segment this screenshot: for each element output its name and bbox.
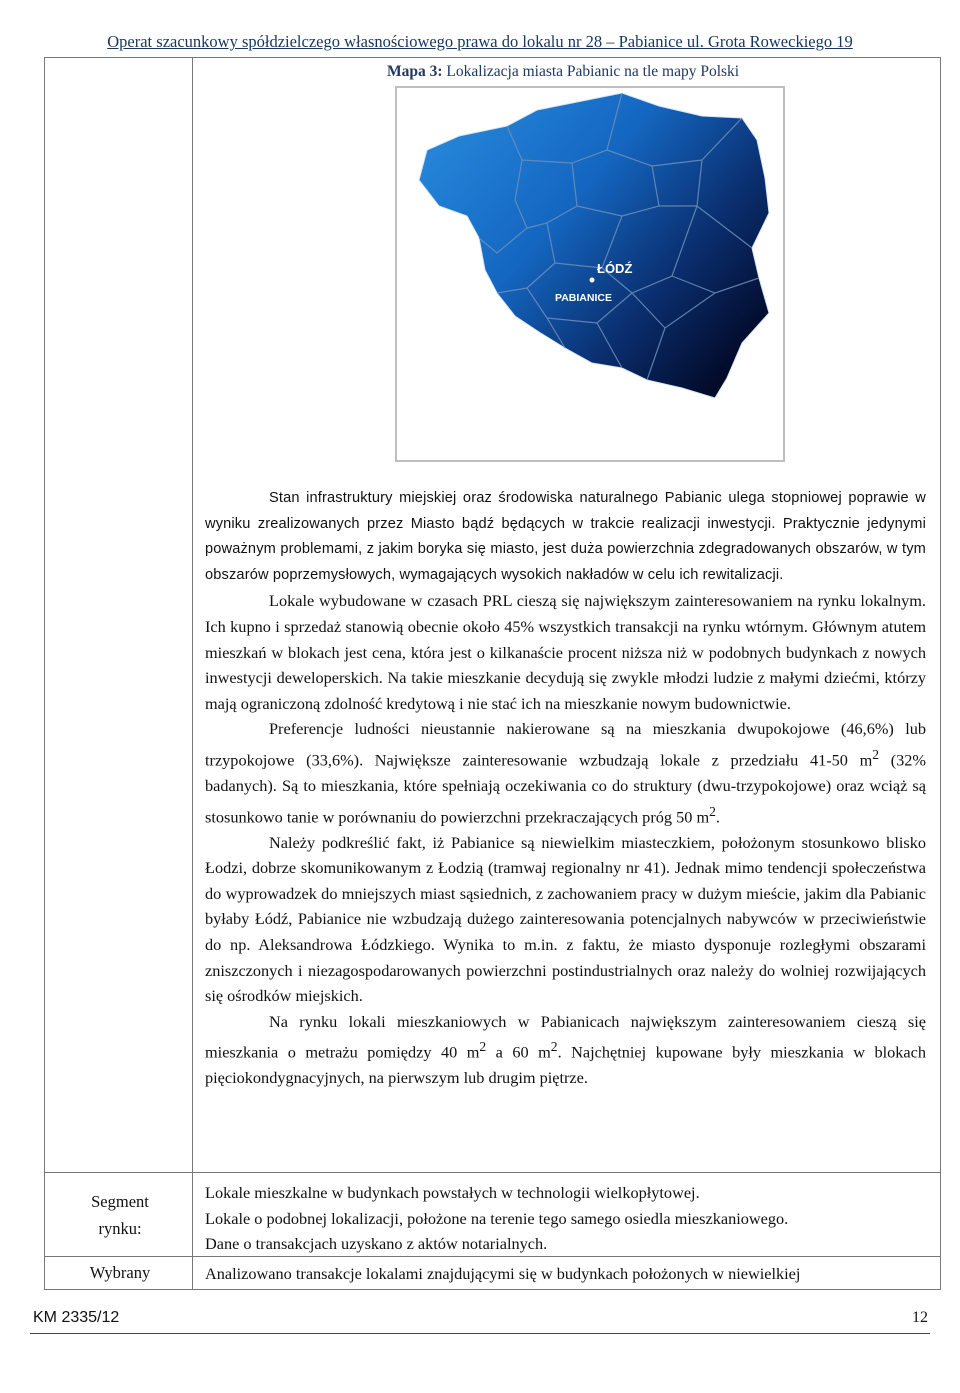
body-text	[205, 486, 926, 1091]
paragraph-prl-flats: Lokale wybudowane w czasach PRL cieszą się największym zainteresowaniem na rynku lokalnym. Ich kupno i sprzedaż stanowią obecnie około 45% wszystkich transakcji na rynku wtórnym. Głównym atutem mieszkań w blokach jest cena, która jest o kilkanaście procent niższa niż w podobnych budynkach z nowych inwestycji deweloperskich. Na takie mieszkanie decydują się zwykle młodzi ludzie z małymi dziećmi, którzy mają ograniczoną zdolność kredytową i nie stać ich na mieszkanie nowym budownictwie.	[205, 591, 926, 713]
map-caption-label: Mapa 3:	[387, 63, 443, 80]
p3-text-a: Preferencje ludności nieustannie nakierowane są na mieszkania dwupokojowe (46,6%) lub trzypokojowe (33,6%). Największe zainteresowanie wzbudzają lokale z przedziału 41-50 m	[205, 719, 926, 770]
segment-line-2: Lokale o podobnej lokalizacji, położone na terenie tego samego osiedla mieszkaniowego.	[205, 1208, 789, 1228]
segment-label-line1: Segment	[91, 1192, 149, 1211]
map-label-lodz: ŁÓDŹ	[597, 261, 633, 276]
table-column-divider	[192, 57, 193, 1290]
p3-text-b: (32% badanych). Są to mieszkania, które spełniają oczekiwania co do struktury (dwu-trzypokojowe) oraz wciąż są stosunkowo tanie w porównaniu do powierzchni przekraczających próg 50 m	[205, 750, 926, 826]
p5-text-c: . Najchętniej kupowane były mieszkania w blokach pięciokondygnacyjnych, na pierwszym lub drugim piętrze.	[205, 1042, 926, 1088]
paragraph-market	[205, 1009, 926, 1091]
p5-sup-2: 2	[550, 1039, 558, 1055]
page-header: Operat szacunkowy spółdzielczego własnościowego prawa do lokalu nr 28 – Pabianice ul. Grota Roweckiego 19	[107, 32, 853, 51]
table-row-divider-segment	[44, 1172, 941, 1173]
poland-map	[395, 86, 785, 462]
paragraph-infrastructure: Stan infrastruktury miejskiej oraz środowiska naturalnego Pabianic ulega stopniowej poprawie w wyniku zrealizowanych przez Miasto bądź będących w trakcie realizacji inwestycji. Praktycznie jedynymi poważnym problemami, z jakim boryka się miasto, jest duża powierzchnia zdegradowanych obszarów, w tym obszarów poprzemysłowych, wymagających wysokich nakładów w celu ich rewitalizacji.	[205, 490, 926, 583]
paragraph-pabianice: Należy podkreślić fakt, iż Pabianice są niewielkim miasteczkiem, położonym stosunkowo blisko Łodzi, dobrze skomunikowanym z Łodzią (tramwaj regionalny nr 41). Jednak mimo tendencji społeczeństwa do wyprowadzek do mniejszych miast sąsiednich, z zachowaniem pracy w dużym mieście, jakim dla Pabianic byłaby Łódź, Pabianice nie wzbudzają dużego zainteresowania potencjalnych nabywców w przeciwieństwie do np. Aleksandrowa Łódzkiego. Wynika to m.in. z faktu, że miasto dysponuje rozległymi obszarami zniszczonych i niezagospodarowanych powierzchni postindustrialnych oraz należy do wolniej rozwijających się ośrodków miejskich.	[205, 832, 926, 1006]
p5-text-b: a 60 m	[486, 1042, 551, 1062]
poland-map-graphic	[397, 88, 783, 460]
wybrany-label: Wybrany	[89, 1263, 151, 1282]
p3-sup-2: 2	[709, 803, 716, 819]
segment-label	[46, 1188, 194, 1242]
segment-line-1: Lokale mieszkalne w budynkach powstałych w technologii wielkopłytowej.	[205, 1183, 700, 1202]
footer-document-number: KM 2335/12	[33, 1309, 120, 1326]
segment-label-line2: rynku:	[98, 1219, 142, 1238]
lodz-marker	[590, 278, 595, 283]
p5-text-a: Na rynku lokali mieszkaniowych w Pabianicach największym zainteresowaniem cieszą się mieszkania o metrażu pomiędzy 40 m	[205, 1011, 926, 1062]
footer-rule	[30, 1333, 930, 1334]
p5-sup-1: 2	[479, 1039, 487, 1055]
map-caption-text: Lokalizacja miasta Pabianic na tle mapy Polski	[442, 63, 740, 80]
p3-sup-1: 2	[872, 746, 880, 762]
paragraph-preferences	[205, 716, 926, 829]
map-label-pabianice: PABIANICE	[555, 292, 612, 304]
segment-line-3: Dane o transakcjach uzyskano z aktów notarialnych.	[205, 1234, 548, 1254]
footer-page-number: 12	[912, 1309, 928, 1326]
segment-text	[205, 1180, 926, 1257]
map-caption	[387, 63, 739, 81]
p3-text-c: .	[715, 806, 720, 826]
wybrany-text: Analizowano transakcje lokalami znajdującymi się w budynkach położonych w niewielkiej	[205, 1264, 801, 1283]
poland-outline	[419, 93, 769, 398]
